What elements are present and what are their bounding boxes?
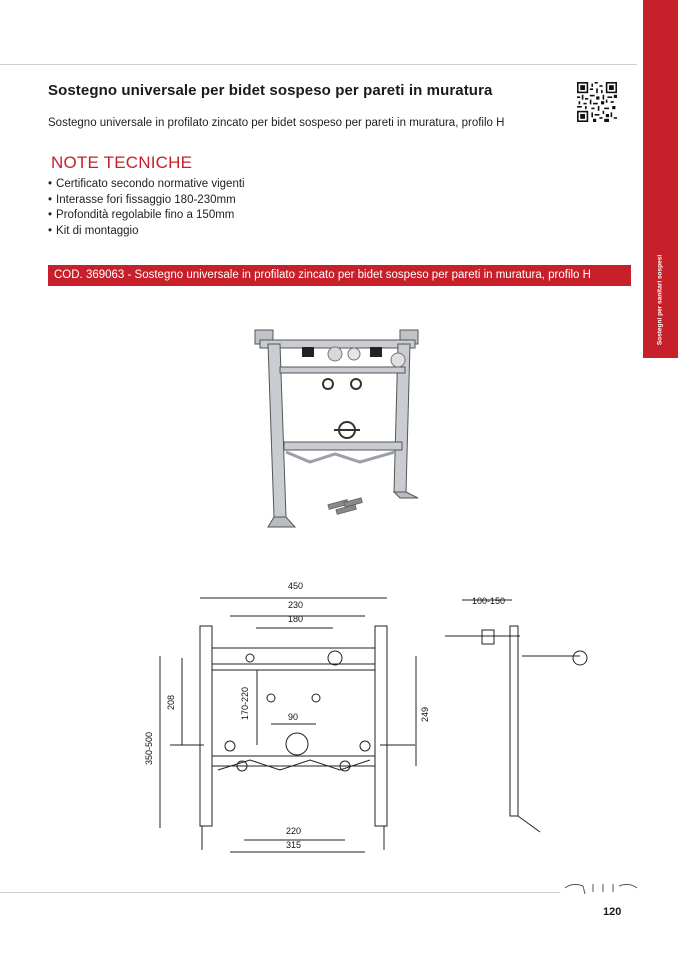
technical-drawing	[140, 570, 610, 860]
dim-height-170-220: 170-220	[240, 686, 250, 720]
note-item: • Profondità regolabile fino a 150mm	[48, 208, 245, 224]
product-subtitle: Sostegno universale in profilato zincato per bidet sospeso per pareti in muratura, profilo H	[48, 117, 505, 129]
dim-bottom-220: 220	[286, 826, 302, 836]
notes-list	[48, 177, 245, 239]
side-tab-label: Sostegni per sanitari sospesi	[656, 254, 664, 346]
top-divider	[0, 64, 637, 65]
notes-heading: NOTE TECNICHE	[51, 153, 193, 172]
qr-code-icon[interactable]	[577, 82, 617, 122]
dim-spacing-90: 90	[288, 712, 299, 722]
product-code-bar: COD. 369063 - Sostegno universale in profilato zincato per bidet sospeso per pareti in muratura, profilo H	[48, 265, 631, 286]
note-item: • Certificato secondo normative vigenti	[48, 177, 245, 193]
dim-depth: 100-150	[472, 596, 506, 606]
dim-height-208: 208	[166, 694, 176, 710]
page-number: 120	[603, 906, 622, 918]
decorative-ornament	[563, 876, 639, 898]
dim-hole-span-min: 180	[288, 614, 304, 624]
dim-height-249: 249	[420, 706, 430, 722]
bottom-divider	[0, 892, 560, 893]
product-title: Sostegno universale per bidet sospeso per pareti in muratura	[48, 82, 493, 99]
product-photo	[250, 322, 430, 532]
dim-hole-span: 230	[288, 600, 304, 610]
note-item: • Kit di montaggio	[48, 224, 245, 240]
dim-height-range: 350-500	[144, 731, 154, 765]
dim-total-width: 450	[288, 581, 304, 591]
dim-bottom-315: 315	[286, 840, 302, 850]
note-item: • Interasse fori fissaggio 180-230mm	[48, 193, 245, 209]
